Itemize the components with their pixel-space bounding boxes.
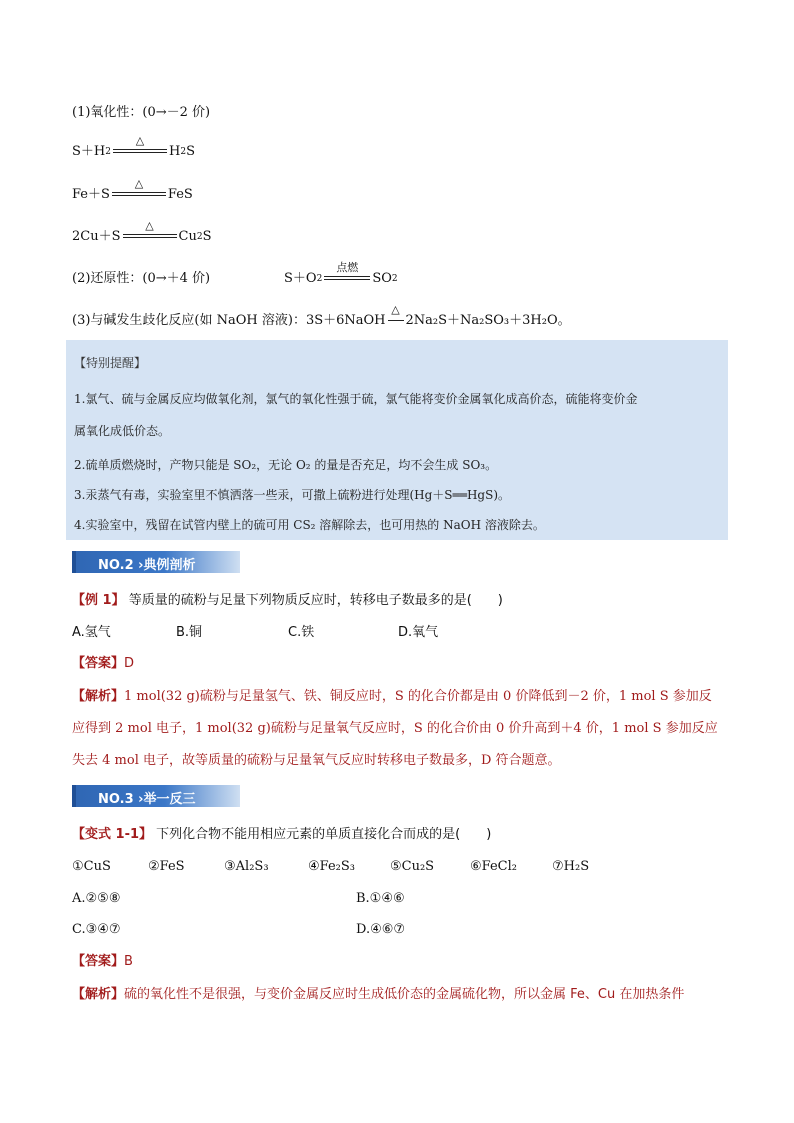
reaction-condition: △ [145, 219, 154, 232]
section-header-examples [72, 551, 240, 573]
tip-line-3: 3.汞蒸气有毒，实验室里不慎洒落一些汞，可撒上硫粉进行处理(Hg＋S══HgS)。 [74, 488, 510, 502]
variant-question [72, 826, 491, 844]
oxidizing-heading: (1)氧化性：(0→－2 价) [72, 105, 211, 120]
example-tag: 【例 1】 [72, 593, 125, 608]
analysis-tag: 【解析】 [72, 689, 125, 704]
tip-line-1: 1.氯气、硫与金属反应均做氧化剂，氯气的氧化性强于硫，氯气能将变价金属氧化成高价态，硫能将变价金 [74, 392, 638, 406]
answer-value: D [124, 656, 135, 671]
reaction-condition: 点燃 [336, 261, 359, 274]
reaction-arrow [324, 261, 370, 284]
reaction-arrow [388, 303, 404, 326]
eq-left: 2Cu＋S [72, 229, 121, 244]
eq-right-sub: 2 [180, 147, 187, 157]
variant-tag: 【变式 1-1】 [72, 827, 153, 842]
example-analysis-2: 应得到 2 mol 电子，1 mol(32 g)硫粉与足量氧气反应时，S 的化合价由 0 价升高到＋4 价，1 mol S 参加反应 [72, 721, 718, 736]
eq-right: FeS [167, 187, 193, 202]
equation-cu-s [72, 219, 212, 246]
eq-right-sub: 2 [196, 232, 203, 242]
tip-line-1-cont: 属氧化成低价态。 [74, 424, 171, 438]
reducing-heading: (2)还原性：(0→＋4 价) [72, 271, 211, 286]
analysis-tag: 【解析】 [72, 987, 125, 1002]
equation-fe-s [72, 177, 193, 204]
option-b: B.铜 [176, 625, 203, 640]
option-b: B.①④⑥ [356, 891, 405, 906]
compound-item: ①CuS [72, 859, 111, 874]
reaction-arrow [123, 219, 177, 242]
eq-left-sub: 2 [105, 147, 111, 157]
answer-value: B [124, 954, 133, 969]
tip-title: 【特别提醒】 [74, 356, 147, 370]
option-a: A.②⑤⑧ [72, 891, 121, 906]
variant-answer [72, 953, 133, 971]
section-label: NO.3 ›举一反三 [98, 792, 196, 807]
base-products: 2Na₂S＋Na₂SO₃＋3H₂O。 [405, 313, 571, 328]
special-tip-box [66, 340, 728, 540]
variant-analysis-1 [72, 986, 684, 1004]
reaction-arrow [113, 134, 167, 157]
variant-question-text: 下列化合物不能用相应元素的单质直接化合而成的是( ) [152, 827, 492, 842]
eq-left-sub: 2 [316, 274, 323, 284]
reaction-condition: △ [134, 177, 144, 190]
option-a: A.氢气 [72, 625, 111, 640]
eq-left: Fe＋S [72, 187, 110, 202]
example-answer [72, 655, 134, 673]
example-analysis-3: 失去 4 mol 电子，故等质量的硫粉与足量氧气反应时转移电子数最多，D 符合题意。 [72, 753, 561, 768]
reaction-condition: △ [391, 303, 400, 316]
compound-item: ⑤Cu₂S [390, 859, 435, 874]
compound-item: ⑥FeCl₂ [470, 859, 517, 874]
option-d: D.④⑥⑦ [356, 922, 406, 937]
option-d: D.氧气 [398, 625, 439, 640]
analysis-text: 1 mol(32 g)硫粉与足量氢气、铁、铜反应时，S 的化合价都是由 0 价降低到－2 价，1 mol S 参加反 [124, 689, 712, 704]
section-header-practice [72, 785, 240, 807]
tip-line-4: 4.实验室中，残留在试管内壁上的硫可用 CS₂ 溶解除去，也可用热的 NaOH 溶液除去。 [74, 518, 545, 532]
equation-s-o2 [284, 261, 398, 288]
eq-right: Cu [178, 229, 197, 244]
option-c: C.③④⑦ [72, 922, 121, 937]
option-c: C.铁 [288, 625, 315, 640]
example-analysis-1 [72, 688, 712, 706]
eq-left: S＋O [284, 271, 317, 286]
reaction-condition: △ [135, 134, 145, 147]
answer-tag: 【答案】 [72, 954, 125, 969]
compound-item: ④Fe₂S₃ [308, 859, 355, 874]
compound-item: ②FeS [148, 859, 185, 874]
analysis-text: 硫的氧化性不是很强，与变价金属反应时生成低价态的金属硫化物，所以金属 Fe、Cu 在加热条件 [124, 987, 685, 1002]
example-question [72, 592, 503, 610]
example-question-text: 等质量的硫粉与足量下列物质反应时，转移电子数最多的是( ) [124, 593, 503, 608]
base-heading: (3)与碱发生歧化反应(如 NaOH 溶液)：3S＋6NaOH [72, 313, 386, 328]
answer-tag: 【答案】 [72, 656, 125, 671]
compound-item: ③Al₂S₃ [224, 859, 269, 874]
section-label: NO.2 ›典例剖析 [98, 558, 196, 573]
eq-right-tail: S [202, 229, 212, 244]
tip-line-2: 2.硫单质燃烧时，产物只能是 SO₂，无论 O₂ 的量是否充足，均不会生成 SO₃。 [74, 458, 498, 472]
equation-s-h2 [72, 134, 195, 161]
compound-item: ⑦H₂S [552, 859, 590, 874]
eq-left: S＋H [72, 144, 106, 159]
base-reaction [72, 303, 571, 330]
eq-right: SO [372, 271, 392, 286]
reaction-arrow [112, 177, 166, 200]
eq-right-sub: 2 [391, 274, 398, 284]
eq-right: H [168, 144, 181, 159]
eq-right-tail: S [186, 144, 195, 159]
